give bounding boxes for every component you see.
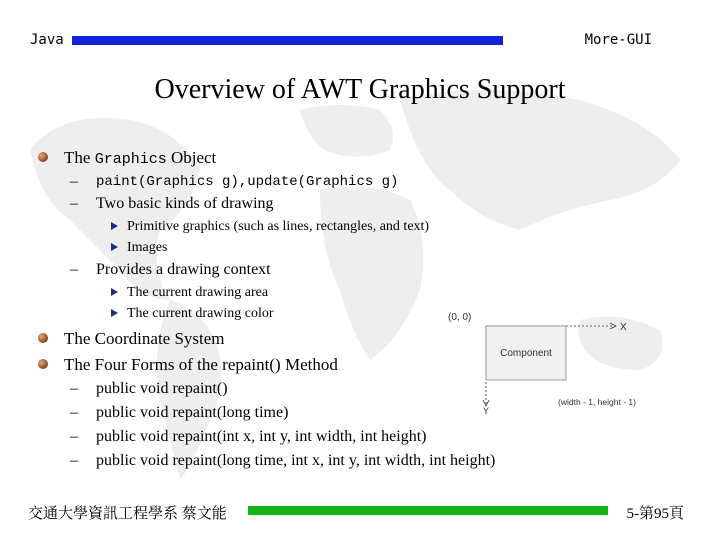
list-item: The current drawing area xyxy=(127,285,268,301)
bullet-icon xyxy=(38,333,48,343)
y-axis-label: Y xyxy=(483,406,490,416)
list-item: – public void repaint(long time, int x, int y, int width, int height) xyxy=(70,452,496,469)
bullet-coordinate-system: The Coordinate System xyxy=(64,329,225,349)
arrow-bullet-icon xyxy=(111,288,118,296)
list-item: – public void repaint(long time) xyxy=(70,404,289,421)
arrow-bullet-icon xyxy=(111,222,118,230)
header-bar xyxy=(72,36,503,45)
arrow-bullet-icon xyxy=(111,243,118,251)
sub-bullet-context: – Provides a drawing context xyxy=(70,261,271,278)
slide-title: Overview of AWT Graphics Support xyxy=(154,74,566,105)
list-item: – public void repaint() xyxy=(70,380,228,397)
list-item: – public void repaint(int x, int y, int width, int height) xyxy=(70,428,427,445)
list-item: The current drawing color xyxy=(127,306,274,322)
page-number: 5-第95頁 xyxy=(626,506,684,522)
arrow-bullet-icon xyxy=(111,309,118,317)
list-item: Images xyxy=(127,240,167,256)
corner-label: (width - 1, height - 1) xyxy=(558,397,636,407)
bullet-icon xyxy=(38,359,48,369)
bullet-repaint-forms: The Four Forms of the repaint() Method xyxy=(64,355,338,375)
bullet-graphics-object: The Graphics Object xyxy=(64,148,216,168)
origin-label: (0, 0) xyxy=(448,312,472,323)
list-item: Primitive graphics (such as lines, rectangles, and text) xyxy=(127,219,429,235)
footer-left-label: 交通大學資訊工程學系 蔡文能 xyxy=(28,506,227,522)
header-left-label: Java xyxy=(30,32,64,48)
coordinate-diagram xyxy=(446,306,646,416)
x-axis-label: X xyxy=(620,322,627,333)
header-right-label: More-GUI xyxy=(584,32,652,48)
bullet-icon xyxy=(38,152,48,162)
component-label: Component xyxy=(500,348,552,359)
sub-bullet-kinds: – Two basic kinds of drawing xyxy=(70,195,274,212)
sub-bullet-paint: – paint(Graphics g),update(Graphics g) xyxy=(70,173,399,190)
footer-bar xyxy=(248,506,608,515)
